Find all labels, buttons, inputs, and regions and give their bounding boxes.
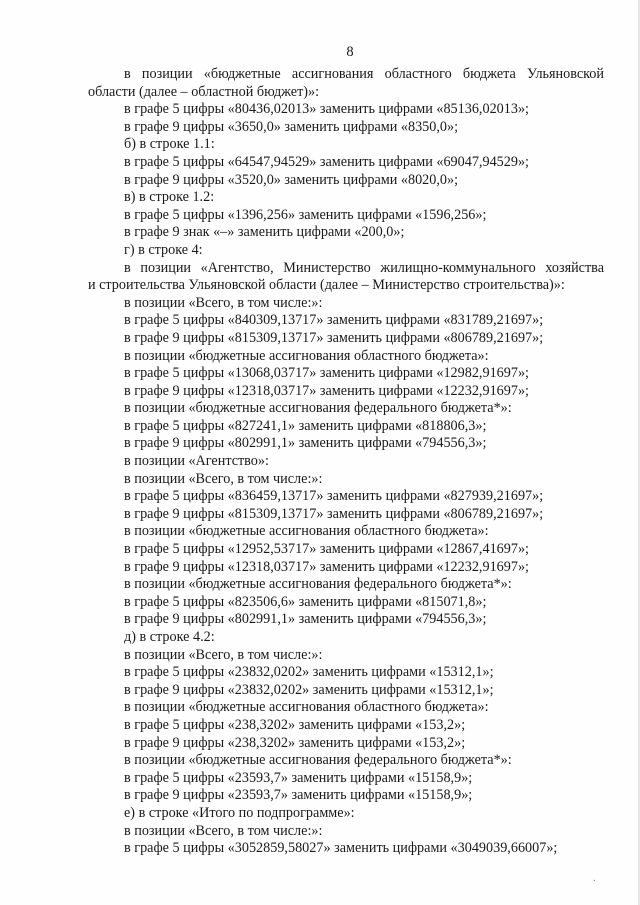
text-line: в графе 9 цифры «815309,13717» заменить цифрами «806789,21697»; xyxy=(124,505,544,522)
text-line: в графе 9 цифры «12318,03717» заменить цифрами «12232,91697»; xyxy=(124,382,529,399)
text-line: в позиции «Агентство»: xyxy=(124,453,269,470)
text-line: в позиции «Всего, в том числе:»: xyxy=(124,822,323,839)
text-line: области (далее – областной бюджет)»: xyxy=(88,83,320,100)
text-line: в графе 5 цифры «823506,6» заменить цифрами «815071,8»; xyxy=(124,593,487,610)
text-line: в позиции «бюджетные ассигнования областного бюджета»: xyxy=(124,699,489,716)
text-line: в графе 9 цифры «3520,0» заменить цифрами «8020,0»; xyxy=(124,171,459,188)
text-line: и строительства Ульяновской области (далее – Министерство строительства)»: xyxy=(88,277,565,294)
text-line: в позиции «бюджетные ассигнования федерального бюджета*»: xyxy=(124,400,512,417)
text-line: б) в строке 1.1: xyxy=(124,136,215,153)
text-line: е) в строке «Итого по подпрограмме»: xyxy=(124,804,355,821)
text-line: в позиции «бюджетные ассигнования областного бюджета»: xyxy=(124,347,489,364)
text-line: в графе 9 цифры «23593,7» заменить цифрами «15158,9»; xyxy=(124,787,473,804)
text-line: д) в строке 4.2: xyxy=(124,629,215,645)
text-line: в) в строке 1.2: xyxy=(124,189,215,206)
text-line: в графе 5 цифры «827241,1» заменить цифрами «818806,3»; xyxy=(124,417,487,434)
text-line: в позиции «бюджетные ассигнования федерального бюджета*»: xyxy=(124,752,512,769)
text-line: в графе 5 цифры «3052859,58027» заменить цифрами «3049039,66007»; xyxy=(124,840,558,857)
text-line: в графе 5 цифры «23593,7» заменить цифрами «15158,9»; xyxy=(124,769,473,786)
text-line: в графе 9 цифры «815309,13717» заменить цифрами «806789,21697»; xyxy=(124,329,544,346)
text-line: в графе 9 цифры «12318,03717» заменить цифрами «12232,91697»; xyxy=(124,558,529,575)
text-line: в графе 5 цифры «238,3202» заменить цифрами «153,2»; xyxy=(124,716,466,733)
text-line: в графе 9 цифры «3650,0» заменить цифрами «8350,0»; xyxy=(124,118,459,135)
text-line: г) в строке 4: xyxy=(124,241,203,258)
text-line: в позиции «бюджетные ассигнования федерального бюджета*»: xyxy=(124,576,512,593)
text-line: в графе 5 цифры «13068,03717» заменить цифрами «12982,91697»; xyxy=(124,365,529,382)
text-line: в графе 5 цифры «840309,13717» заменить цифрами «831789,21697»; xyxy=(124,312,544,329)
text-line: в графе 9 цифры «238,3202» заменить цифрами «153,2»; xyxy=(124,734,466,751)
text-line: в графе 5 цифры «80436,02013» заменить цифрами «85136,02013»; xyxy=(124,101,529,118)
text-line: в позиции «Агентство, Министерство жилищно-коммунального хозяйства xyxy=(124,259,604,276)
text-line: в позиции «бюджетные ассигнования областного бюджета Ульяновской xyxy=(124,66,604,82)
page-number: 8 xyxy=(346,44,354,60)
text-line: в графе 9 знак «–» заменить цифрами «200,0»; xyxy=(124,224,405,241)
text-line: в графе 5 цифры «64547,94529» заменить цифрами «69047,94529»; xyxy=(124,153,529,170)
text-line: в графе 9 цифры «802991,1» заменить цифрами «794556,3»; xyxy=(124,435,487,452)
text-line: в графе 5 цифры «12952,53717» заменить цифрами «12867,41697»; xyxy=(124,541,529,558)
text-line: в позиции «бюджетные ассигнования областного бюджета»: xyxy=(124,523,489,540)
text-line: в графе 5 цифры «836459,13717» заменить цифрами «827939,21697»; xyxy=(124,488,544,505)
text-line: в позиции «Всего, в том числе:»: xyxy=(124,294,323,311)
text-line: в графе 5 цифры «23832,0202» заменить цифрами «15312,1»; xyxy=(124,664,494,681)
text-line: в графе 9 цифры «23832,0202» заменить цифрами «15312,1»; xyxy=(124,681,494,698)
document-body xyxy=(88,66,604,858)
scan-mark: · xyxy=(592,876,596,887)
text-line: в графе 9 цифры «802991,1» заменить цифрами «794556,3»; xyxy=(124,611,487,628)
text-line: в позиции «Всего, в том числе:»: xyxy=(124,470,323,487)
text-line: в позиции «Всего, в том числе:»: xyxy=(124,646,323,663)
text-line: в графе 5 цифры «1396,256» заменить цифрами «1596,256»; xyxy=(124,206,487,223)
